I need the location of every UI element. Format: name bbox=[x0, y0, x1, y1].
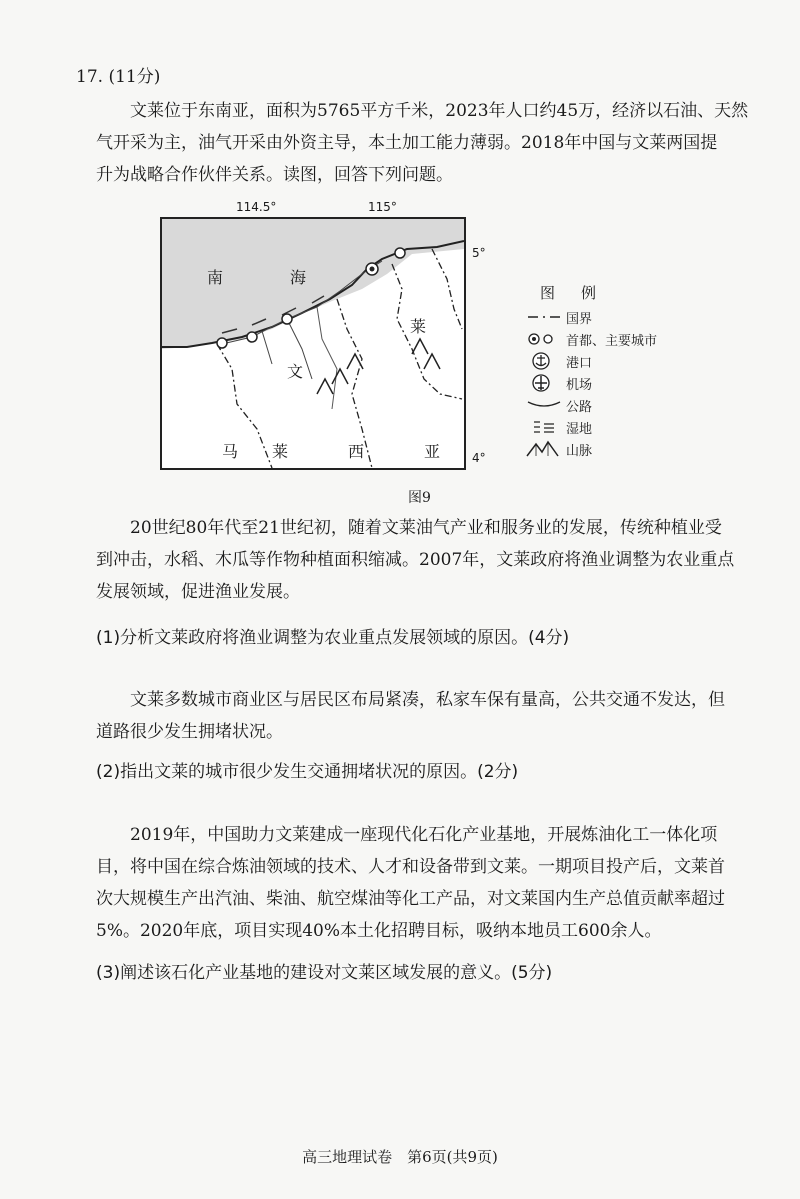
figure-caption: 图9 bbox=[408, 490, 431, 506]
airport-icon bbox=[524, 372, 564, 394]
country-label: 西 bbox=[348, 442, 365, 461]
question-3: (3)阐述该石化产业基地的建设对文莱区域发展的意义。(5分) bbox=[96, 963, 553, 983]
text-line: 20世纪80年代至21世纪初，随着文莱油气产业和服务业的发展，传统种植业受 bbox=[130, 518, 722, 538]
text-line: 文莱多数城市商业区与居民区布局紧凑，私家车保有量高，公共交通不发达，但 bbox=[130, 690, 725, 710]
legend-item: 港口 bbox=[524, 350, 724, 372]
text-line: 次大规模生产出汽油、柴油、航空煤油等化工产品，对文莱国内生产总值贡献率超过 bbox=[96, 889, 725, 909]
passage-3 bbox=[96, 684, 746, 748]
brunei-map bbox=[160, 217, 466, 470]
mountain-range bbox=[412, 339, 440, 369]
text-line: 到冲击，水稻、木瓜等作物种植面积缩减。2007年，文莱政府将渔业调整为农业重点 bbox=[96, 550, 735, 570]
country-label: 莱 bbox=[272, 442, 289, 461]
lat-label: 5° bbox=[472, 246, 486, 260]
legend-item: 公路 bbox=[524, 394, 724, 416]
question-number: 17. bbox=[76, 67, 104, 87]
port-marker bbox=[247, 332, 257, 342]
text-line: 气开采为主，油气开采由外资主导，本土加工能力薄弱。2018年中国与文莱两国提 bbox=[96, 133, 718, 153]
port-icon bbox=[524, 350, 564, 372]
lon-label: 115° bbox=[368, 200, 397, 214]
airport-marker bbox=[395, 248, 405, 258]
country-label: 马 bbox=[222, 442, 239, 461]
text-line: 2019年，中国助力文莱建成一座现代化石化产业基地，开展炼油化工一体化项 bbox=[130, 825, 718, 845]
legend-item: 湿地 bbox=[524, 416, 724, 438]
lat-label: 4° bbox=[472, 451, 486, 465]
text-line: 文莱位于东南亚，面积为5765平方千米，2023年人口约45万，经济以石油、天然 bbox=[130, 101, 749, 121]
capital-marker-dot bbox=[370, 267, 375, 272]
mountain-icon bbox=[524, 438, 564, 460]
sea-label: 海 bbox=[290, 268, 307, 287]
border-icon bbox=[524, 306, 564, 328]
page-footer: 高三地理试卷 第6页(共9页) bbox=[302, 1148, 498, 1166]
legend-item: 机场 bbox=[524, 372, 724, 394]
text-line: 5%。2020年底，项目实现40%本土化招聘目标，吸纳本地员工600余人。 bbox=[96, 921, 662, 941]
mountain-range bbox=[317, 354, 363, 394]
text-line: 目，将中国在综合炼油领域的技术、人才和设备带到文莱。一期项目投产后，文莱首 bbox=[96, 857, 725, 877]
text-line: 发展领域，促进渔业发展。 bbox=[96, 582, 300, 602]
lon-label: 114.5° bbox=[236, 200, 277, 214]
river-line bbox=[317, 307, 337, 409]
legend-title: 图例 bbox=[540, 284, 623, 302]
question-1: (1)分析文莱政府将渔业调整为农业重点发展领域的原因。(4分) bbox=[96, 628, 570, 648]
question-2: (2)指出文莱的城市很少发生交通拥堵状况的原因。(2分) bbox=[96, 762, 519, 782]
legend-item: 首都、主要城市 bbox=[524, 328, 724, 350]
country-label: 亚 bbox=[424, 442, 441, 461]
passage-4 bbox=[96, 819, 746, 947]
legend-item: 山脉 bbox=[524, 438, 724, 460]
border-line bbox=[392, 264, 462, 399]
border-line bbox=[432, 249, 462, 329]
country-label: 莱 bbox=[410, 317, 427, 336]
passage-2 bbox=[96, 512, 746, 608]
city-marker bbox=[217, 338, 227, 348]
port-marker bbox=[282, 314, 292, 324]
map-drawing bbox=[162, 219, 464, 468]
road-icon bbox=[524, 394, 564, 416]
capital-city-icon bbox=[524, 328, 564, 350]
sea-label: 南 bbox=[207, 268, 224, 287]
wetland-icon bbox=[524, 416, 564, 438]
question-header bbox=[76, 62, 160, 87]
legend-item: 国界 bbox=[524, 306, 724, 328]
country-label: 文 bbox=[287, 362, 304, 381]
text-line: 道路很少发生拥堵状况。 bbox=[96, 722, 283, 742]
question-score: (11分) bbox=[108, 67, 161, 87]
road-line bbox=[262, 331, 272, 364]
text-line: 升为战略合作伙伴关系。读图，回答下列问题。 bbox=[96, 165, 453, 185]
intro-paragraph bbox=[96, 95, 749, 191]
